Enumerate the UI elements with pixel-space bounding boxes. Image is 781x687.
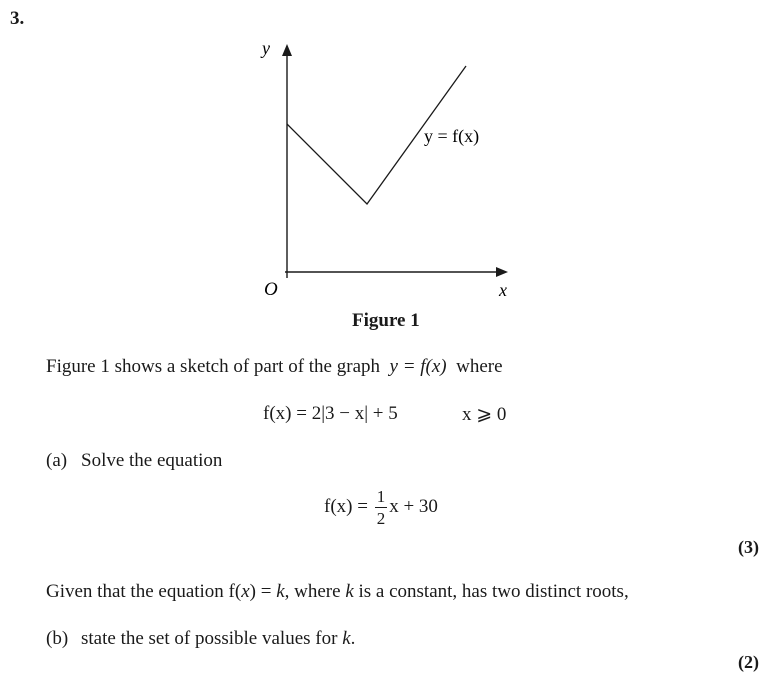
given-var-k-2: k — [345, 581, 354, 602]
curve-label: y = f(x) — [424, 126, 480, 146]
fraction-numerator: 1 — [376, 487, 386, 506]
given-var-x: x — [241, 581, 250, 602]
intro-graph-expr: y = f(x) — [389, 356, 447, 377]
given-text-1: Given that the equation f( — [46, 581, 242, 602]
part-b-label: (b) — [46, 628, 69, 649]
part-a-marks: (3) — [738, 537, 759, 557]
given-statement — [46, 581, 629, 603]
part-a-instruction: Solve the equation — [81, 450, 223, 471]
given-text-2: ) = — [249, 581, 277, 602]
equation-lhs: f(x) = — [324, 495, 368, 517]
part-b-marks: (2) — [738, 652, 759, 672]
part-b-text-2: . — [350, 628, 356, 649]
function-domain: x ⩾ 0 — [462, 404, 507, 425]
part-a-equation — [324, 488, 438, 527]
part-b-var-k: k — [342, 628, 351, 649]
y-axis-label: y — [262, 38, 270, 58]
given-text-4: is a constant, has two distinct roots, — [353, 581, 629, 602]
equation-fraction — [375, 488, 388, 527]
equation-rhs: x + 30 — [389, 495, 438, 517]
given-text-3: , where — [284, 581, 346, 602]
y-axis-arrowhead — [282, 44, 292, 56]
intro-prefix: Figure 1 shows a sketch of part of the graph — [46, 356, 381, 377]
x-axis-arrowhead — [496, 267, 508, 277]
fraction-denominator: 2 — [376, 509, 386, 528]
question-number: 3. — [10, 8, 25, 29]
intro-text — [46, 356, 503, 378]
origin-label: O — [264, 279, 278, 300]
function-definition: f(x) = 2|3 − x| + 5 — [263, 403, 398, 424]
given-var-k: k — [276, 581, 285, 602]
figure-caption: Figure 1 — [352, 310, 420, 331]
part-b-text-1: state the set of possible values for — [81, 628, 343, 649]
intro-suffix: where — [456, 356, 503, 377]
part-b-text — [81, 628, 355, 650]
x-axis-label: x — [499, 280, 507, 300]
part-a-label: (a) — [46, 450, 68, 471]
